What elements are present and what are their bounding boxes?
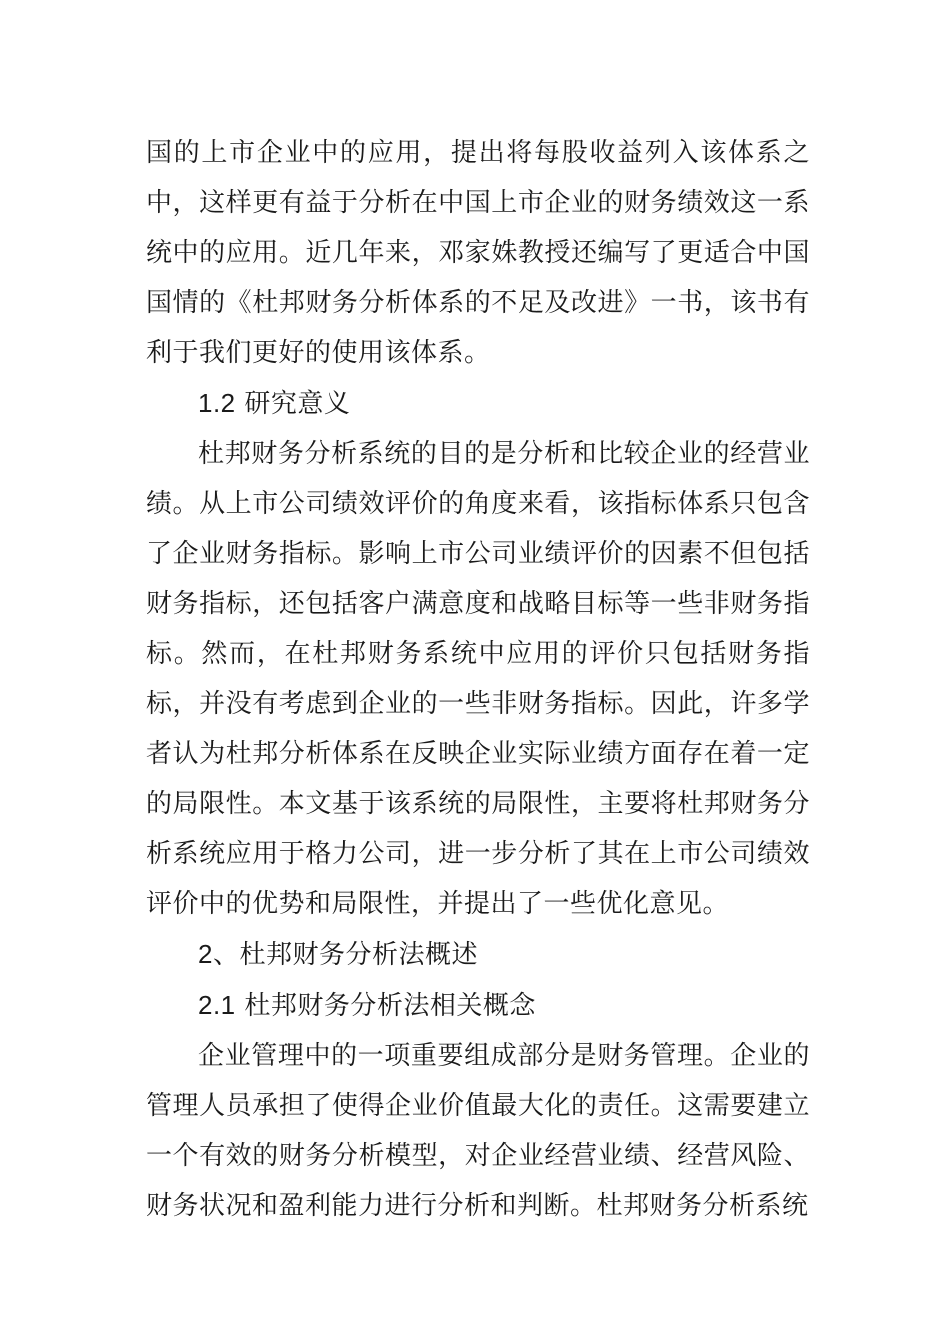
section-heading-2-1 [146,980,810,1031]
document-body [146,128,810,1231]
section-title: 研究意义 [244,389,351,419]
paragraph-literature-review-continuation: 国的上市企业中的应用，提出将每股收益列入该体系之中，这样更有益于分析在中国上市企业的财务绩效这一系统中的应用。近几年来，邓家姝教授还编写了更适合中国国情的《杜邦财务分析体系的不足及改进》一书，该书有利于我们更好的使用该体系。 [146,138,810,368]
paragraph-dupont-concepts: 企业管理中的一项重要组成部分是财务管理。企业的管理人员承担了使得企业价值最大化的责任。这需要建立一个有效的财务分析模型，对企业经营业绩、经营风险、财务状况和盈利能力进行分析和判断。杜邦财务分析系统 [146,1041,810,1221]
section-number: 2.1 [198,990,236,1020]
paragraph-research-significance: 杜邦财务分析系统的目的是分析和比较企业的经营业绩。从上市公司绩效评价的角度来看，该指标体系只包含了企业财务指标。影响上市公司业绩评价的因素不但包括财务指标，还包括客户满意度和战略目标等一些非财务指标。然而，在杜邦财务系统中应用的评价只包括财务指标，并没有考虑到企业的一些非财务指标。因此，许多学者认为杜邦分析体系在反映企业实际业绩方面存在着一定的局限性。本文基于该系统的局限性，主要将杜邦财务分析系统应用于格力公司，进一步分析了其在上市公司绩效评价中的优势和局限性，并提出了一些优化意见。 [146,439,810,919]
section-title: 杜邦财务分析法概述 [239,940,478,970]
section-number: 1.2 [198,388,236,418]
section-heading-2 [146,929,810,980]
section-number: 2、 [198,939,240,969]
section-title: 杜邦财务分析法相关概念 [244,991,536,1021]
section-heading-1-2 [146,378,810,429]
